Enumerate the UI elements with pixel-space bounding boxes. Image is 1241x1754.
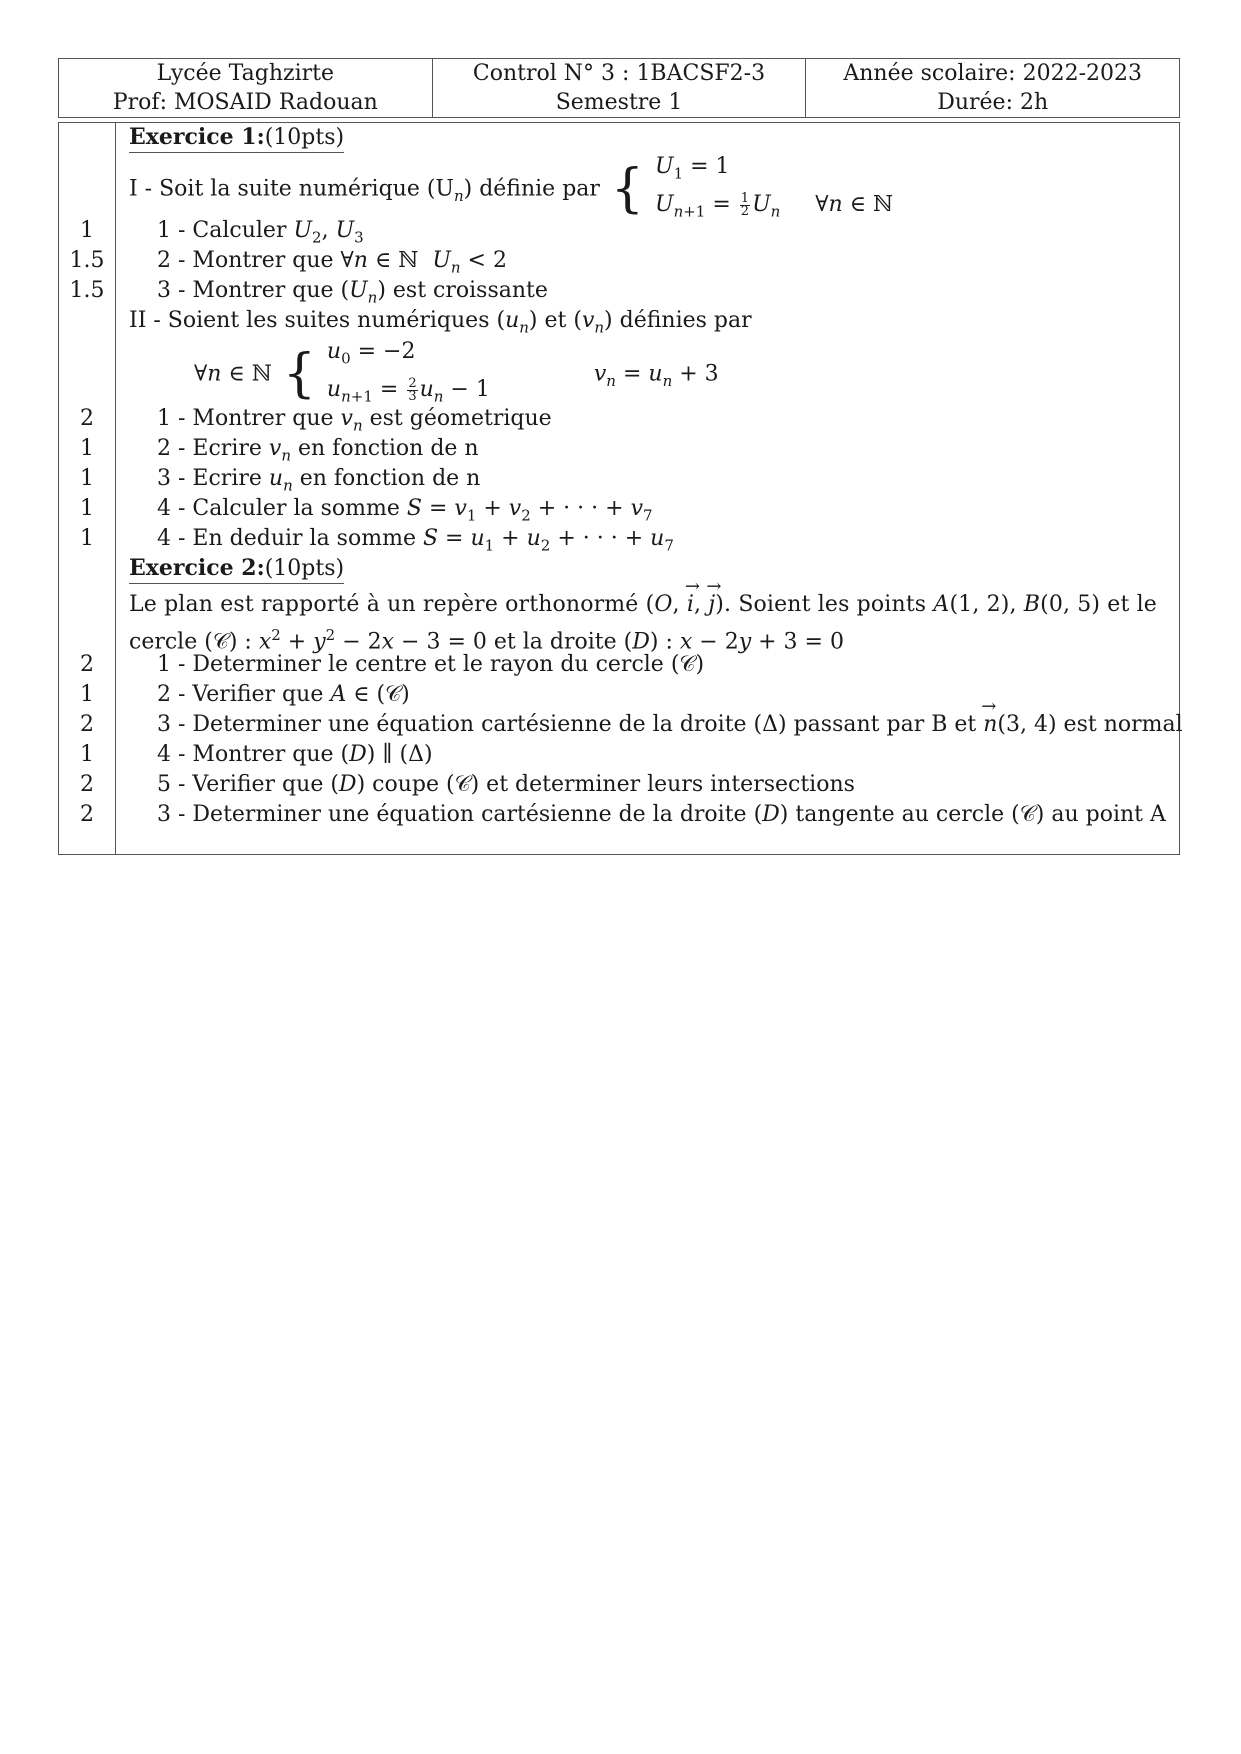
ex2-intro-line1: Le plan est rapporté à un repère orthonormé (O, → i, → j). Soient les points A(1, 2), B(0, 5) et le (59, 590, 1179, 620)
ex1-part2-system: ∀n ∈ ℕ { $u_0 = -2$ $u_{n+1}$ = $\frac{2}{3}$ $u_n - 1$ $v_n = u_n + 3$ (59, 336, 1179, 402)
ex1-part1-intro: I - Soit la suite numérique $(U_n)$ définie par { $U_1 = 1$ $U_{n+1}$ = $\frac{1}{2}$ $U_n$ ∀n ∈ ℕ (59, 151, 1179, 215)
recurrence-system-u: $u_0 = -2$ $u_{n+1}$ = $\frac{2}{3}$ $u_n - 1$ (326, 339, 490, 406)
ex1-ii-q2: 1 2 - Ecrire $v_n$ en fonction de n (80, 436, 479, 465)
ex1-ii-q5: 1 4 - En deduir la somme $S = u_1 + u_2$ + · · · + $u_7$ (80, 526, 674, 555)
ex2-q3: 2 3 - Determiner une équation cartésienne de la droite (Δ) passant par B et → n(3, 4) est normal (59, 710, 1179, 740)
header-control-cell (433, 59, 807, 117)
exam-header (58, 58, 1180, 118)
school-year: Année scolaire: 2022-2023 (843, 61, 1142, 86)
ex1-ii-q4: 1 4 - Calculer la somme $S = v_1 + v_2$ + · · · + $v_7$ (80, 496, 653, 525)
ex1-q1: 1 1 - Calculer $U_2$, $U_3$ (80, 218, 364, 247)
ex2-q1: 2 1 - Determiner le centre et le rayon du cercle (𝒞) (80, 652, 705, 677)
ex2-q2: 1 2 - Verifier que A ∈ (𝒞) (80, 682, 410, 707)
ex1-ii-q1: 2 1 - Montrer que $v_n$ est géometrique (80, 406, 552, 435)
ex2-intro-line2: cercle (𝒞) : $x^2 + y^2 - 2x - 3 = 0$ et la droite (D) : x − 2y + 3 = 0 (129, 626, 844, 655)
ex2-q6: 2 3 - Determiner une équation cartésienne de la droite (D) tangente au cercle (𝒞) au point A (80, 802, 1166, 827)
ex1-q3: 1.5 3 - Montrer que $(U_n)$ est croissante (69, 278, 548, 307)
header-year-cell (806, 59, 1179, 117)
ex1-part2-intro: II - Soient les suites numériques $(u_n)$ et $(v_n)$ définies par (129, 308, 752, 337)
control-title: Control N° 3 : 1BACSF2-3 (472, 61, 766, 86)
recurrence-system-U: $U_1 = 1$ $U_{n+1}$ = $\frac{1}{2}$ $U_n$ ∀n ∈ ℕ (655, 154, 894, 221)
exam-body (58, 122, 1183, 855)
semester: Semestre 1 (555, 90, 683, 115)
ex1-title-row (59, 123, 1179, 153)
ex2-heading: Exercice 2:(10pts) (129, 554, 344, 584)
ex1-q2: 1.5 2 - Montrer que ∀n ∈ ℕ $U_n < 2$ (69, 248, 507, 277)
school-name: Lycée Taghzirte (156, 61, 334, 86)
ex2-title-row (59, 554, 1179, 584)
system-brace: { (610, 159, 645, 220)
ex1-heading: Exercice 1:(10pts) (129, 123, 344, 153)
ex1-ii-q3: 1 3 - Ecrire $u_n$ en fonction de n (80, 466, 481, 495)
duration: Durée: 2h (937, 90, 1049, 115)
header-school-cell (59, 59, 433, 117)
ex2-q4: 1 4 - Montrer que (D) ∥ (Δ) (80, 742, 433, 767)
ex2-q5: 2 5 - Verifier que (D) coupe (𝒞) et determiner leurs intersections (80, 772, 855, 797)
teacher-name: Prof: MOSAID Radouan (112, 90, 378, 115)
